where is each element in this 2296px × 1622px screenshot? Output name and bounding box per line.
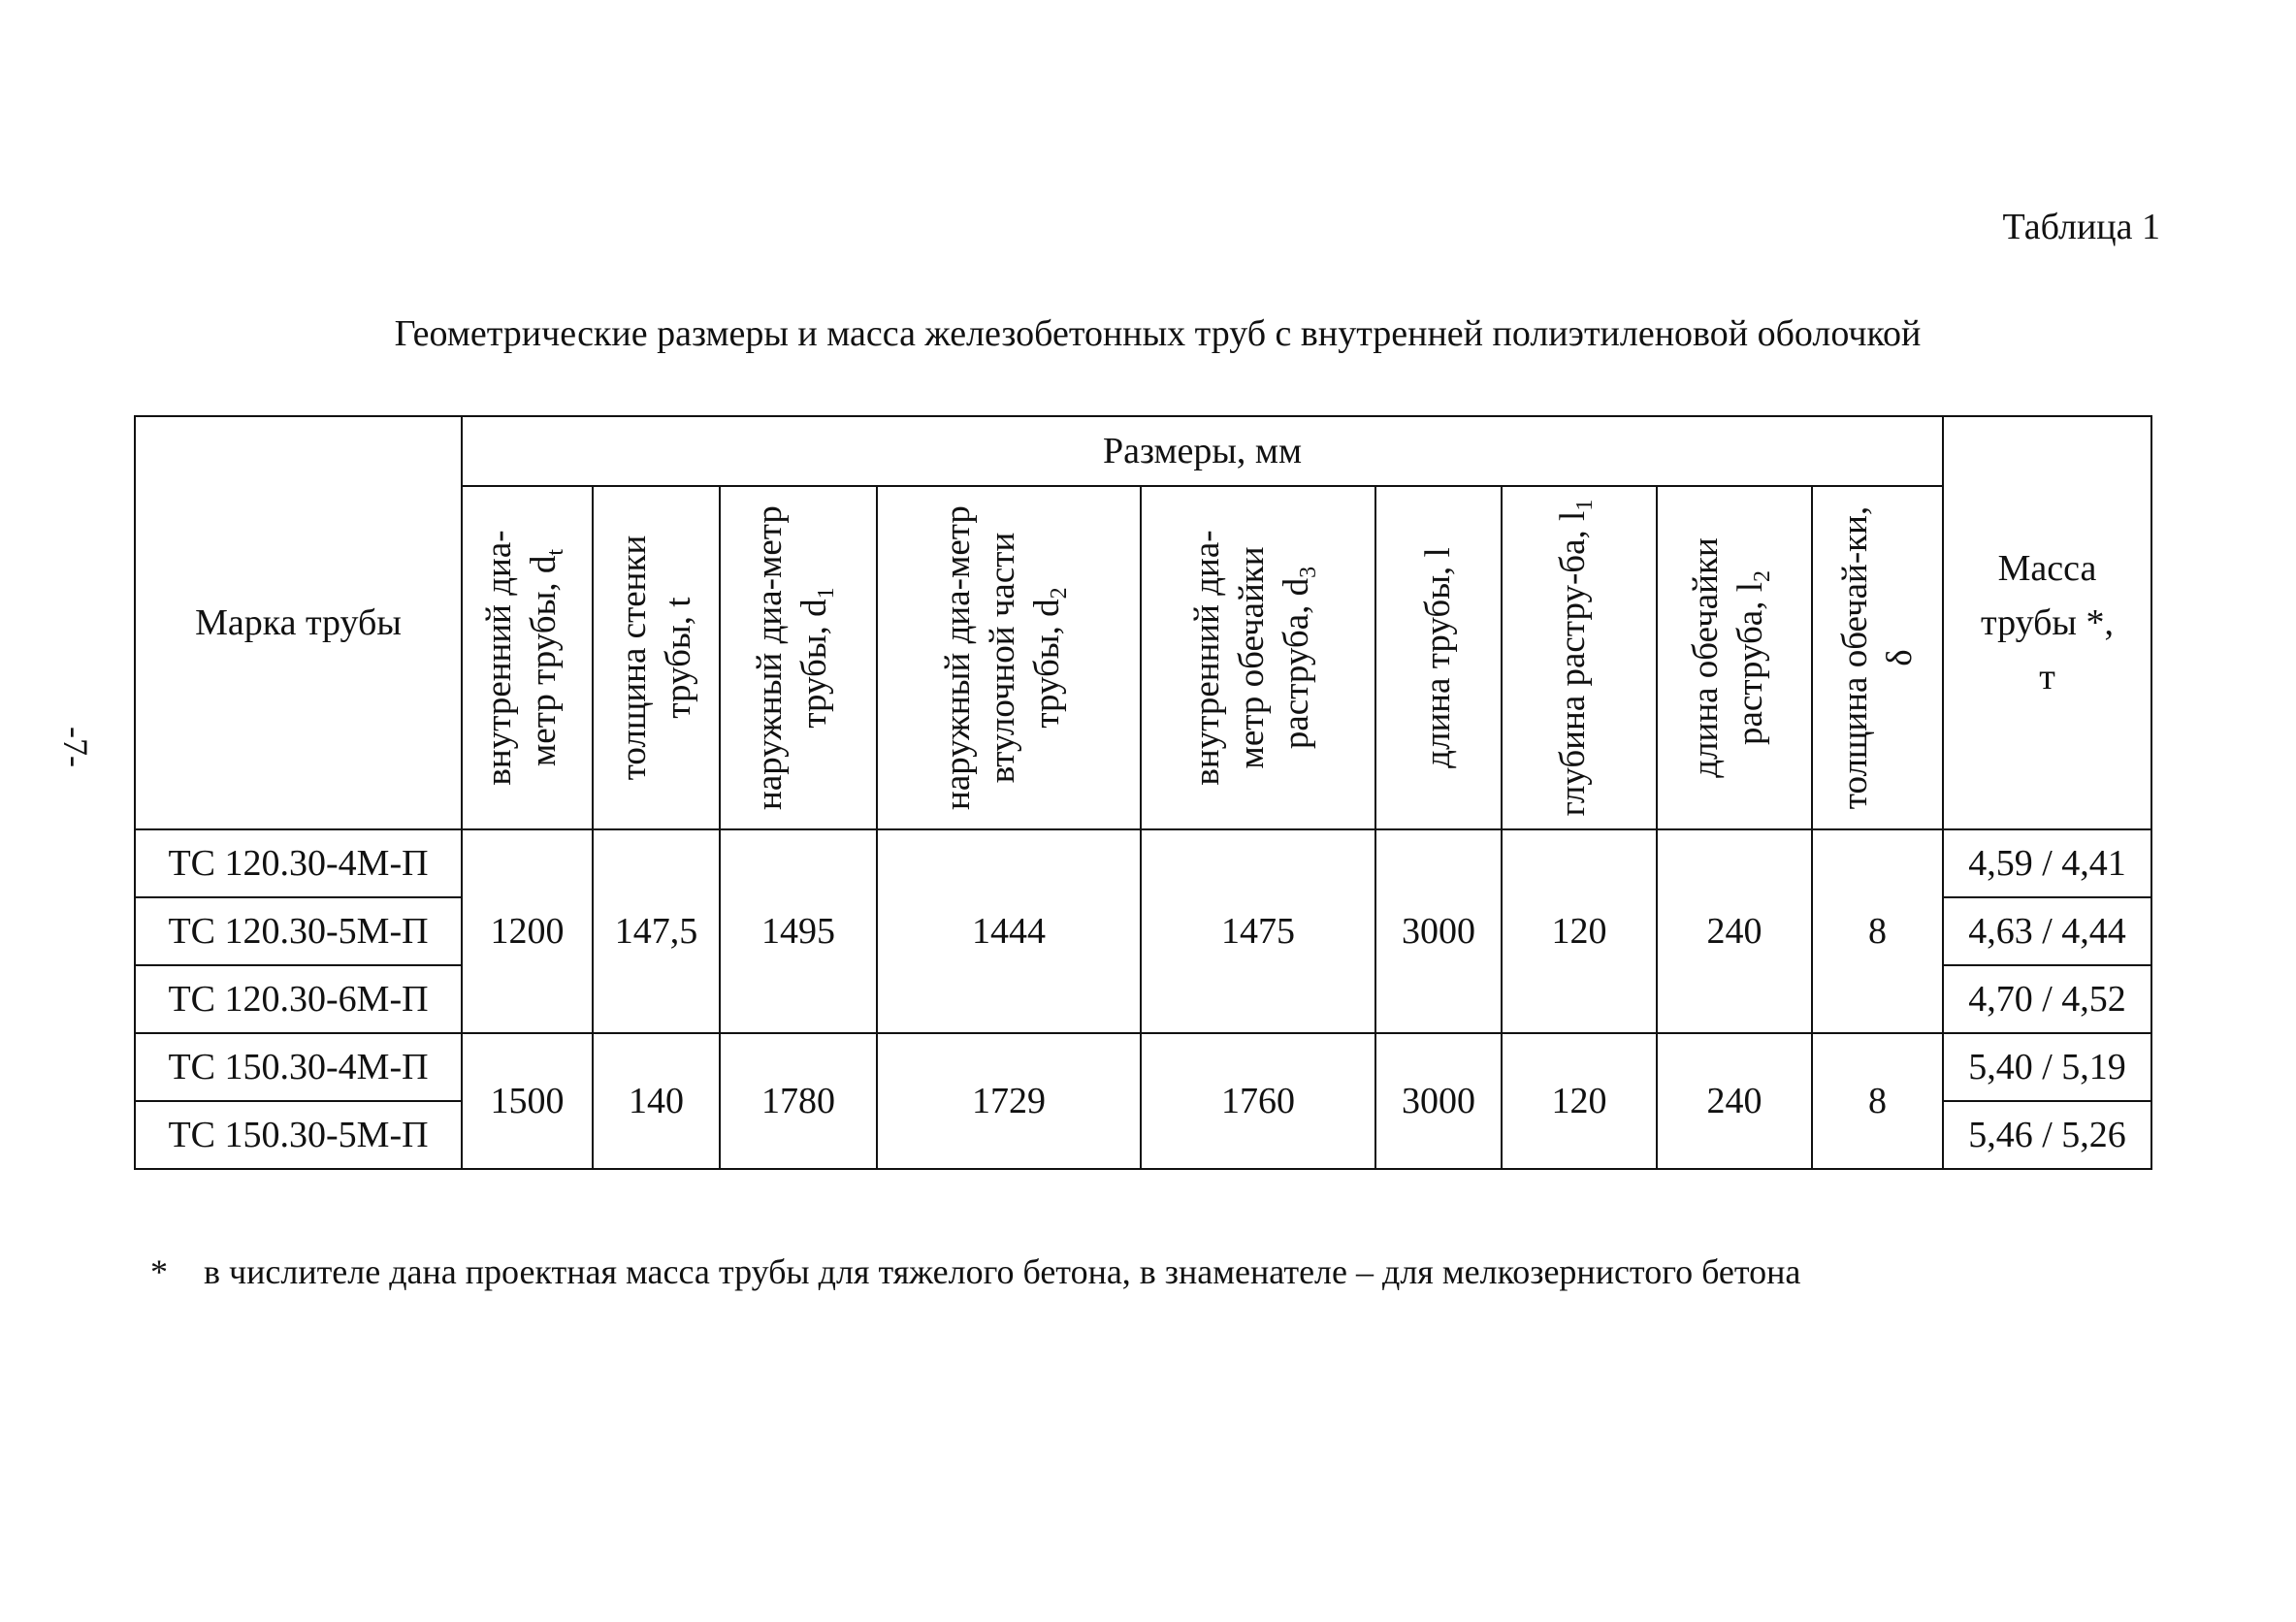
col-header-shell-thickness: толщина обечай-ки, δ (1812, 486, 1943, 829)
sizes-header: Размеры, мм (462, 416, 1943, 486)
col-header-inner-diameter: внутренний диа-метр трубы, $d_t$ (462, 486, 593, 829)
footnote-text: в числителе дана проектная масса трубы для тяжелого бетона, в знаменателе – для мелкозернистого бетона (204, 1252, 1801, 1291)
header-row-top (135, 416, 2151, 486)
col-header-socket-depth: глубина растру-ба, $l_1$ (1502, 486, 1657, 829)
value-cell: 120 (1502, 829, 1657, 1033)
value-cell: 8 (1812, 1033, 1943, 1169)
value-cell: 1760 (1141, 1033, 1375, 1169)
footnote-mark: * (150, 1252, 168, 1291)
col-header-shell-length: длина обечайки раструба, $l_2$ (1657, 486, 1812, 829)
mass-cell: 5,40 / 5,19 (1943, 1033, 2151, 1101)
brand-cell: ТС 150.30-4М-П (135, 1033, 462, 1101)
value-cell: 3000 (1375, 1033, 1502, 1169)
table-row (135, 1033, 2151, 1101)
pipe-dimensions-table (134, 415, 2152, 1170)
value-cell: 1780 (720, 1033, 877, 1169)
value-cell: 120 (1502, 1033, 1657, 1169)
col-header-sleeve-diameter: наружный диа-метр втулочной части трубы, $d_2$ (877, 486, 1141, 829)
mass-header-text: Масса трубы *, т (1981, 548, 2114, 697)
value-cell: 1475 (1141, 829, 1375, 1033)
page-number: -7- (56, 727, 95, 767)
value-cell: 1495 (720, 829, 877, 1033)
table-row (135, 829, 2151, 897)
col-header-outer-diameter: наружный диа-метр трубы, $d_1$ (720, 486, 877, 829)
table-label: Таблица 1 (2002, 207, 2160, 247)
mass-cell: 5,46 / 5,26 (1943, 1101, 2151, 1169)
brand-cell: ТС 120.30-5М-П (135, 897, 462, 965)
col-header-shell-diameter: внутренний диа-метр обечайки раструба, $d_3$ (1141, 486, 1375, 829)
brand-cell: ТС 120.30-6М-П (135, 965, 462, 1033)
value-cell: 1200 (462, 829, 593, 1033)
mass-header (1943, 416, 2151, 829)
footnote (150, 1251, 1800, 1292)
table-title: Геометрические размеры и масса железобетонных труб с внутренней полиэтиленовой оболочкой (394, 313, 1922, 354)
value-cell: 3000 (1375, 829, 1502, 1033)
brand-header: Марка трубы (135, 416, 462, 829)
value-cell: 240 (1657, 1033, 1812, 1169)
mass-cell: 4,63 / 4,44 (1943, 897, 2151, 965)
value-cell: 1444 (877, 829, 1141, 1033)
col-header-pipe-length: длина трубы, l (1375, 486, 1502, 829)
mass-cell: 4,70 / 4,52 (1943, 965, 2151, 1033)
mass-cell: 4,59 / 4,41 (1943, 829, 2151, 897)
col-header-wall-thickness: толщина стенки трубы, t (593, 486, 720, 829)
value-cell: 240 (1657, 829, 1812, 1033)
brand-cell: ТС 120.30-4М-П (135, 829, 462, 897)
value-cell: 8 (1812, 829, 1943, 1033)
value-cell: 1500 (462, 1033, 593, 1169)
value-cell: 147,5 (593, 829, 720, 1033)
value-cell: 140 (593, 1033, 720, 1169)
value-cell: 1729 (877, 1033, 1141, 1169)
brand-cell: ТС 150.30-5М-П (135, 1101, 462, 1169)
